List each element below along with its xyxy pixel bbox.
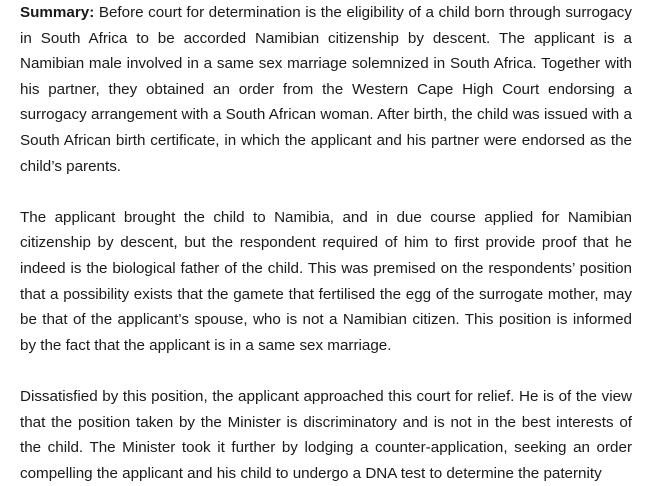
summary-paragraph <box>20 0 632 179</box>
document-body <box>20 0 632 486</box>
paragraph-2: The applicant brought the child to Namibia, and in due course applied for Namibian citizenship by descent, but the respondent required of him to first provide proof that he indeed is the biological father of the child. This was premised on the respondents’ position that a possibility exists that the gamete that fertilised the egg of the surrogate mother, may be that of the applicant’s spouse, who is not a Namibian citizen. This position is informed by the fact that the applicant is in a same sex marriage. <box>20 208 632 354</box>
summary-text: Before court for determination is the eligibility of a child born through surrogacy in South Africa to be accorded Namibian citizenship by descent. The applicant is a Namibian male involved in a same sex marriage solemnized in South Africa. Together with his partner, they obtained an order from the Western Cape High Court endorsing a surrogacy arrangement with a South African woman. After birth, the child was issued with a South African birth certificate, in which the applicant and his partner were endorsed as the child’s parents. <box>20 4 632 175</box>
summary-label: Summary: <box>20 4 95 21</box>
paragraph-3: Dissatisfied by this position, the applicant approached this court for relief. He is of the view that the position taken by the Minister is discriminatory and is not in the best interests of the child. The Minister took it further by lodging a counter-application, seeking an order compelling the applicant and his child to undergo a DNA test to determine the paternity <box>20 387 632 482</box>
